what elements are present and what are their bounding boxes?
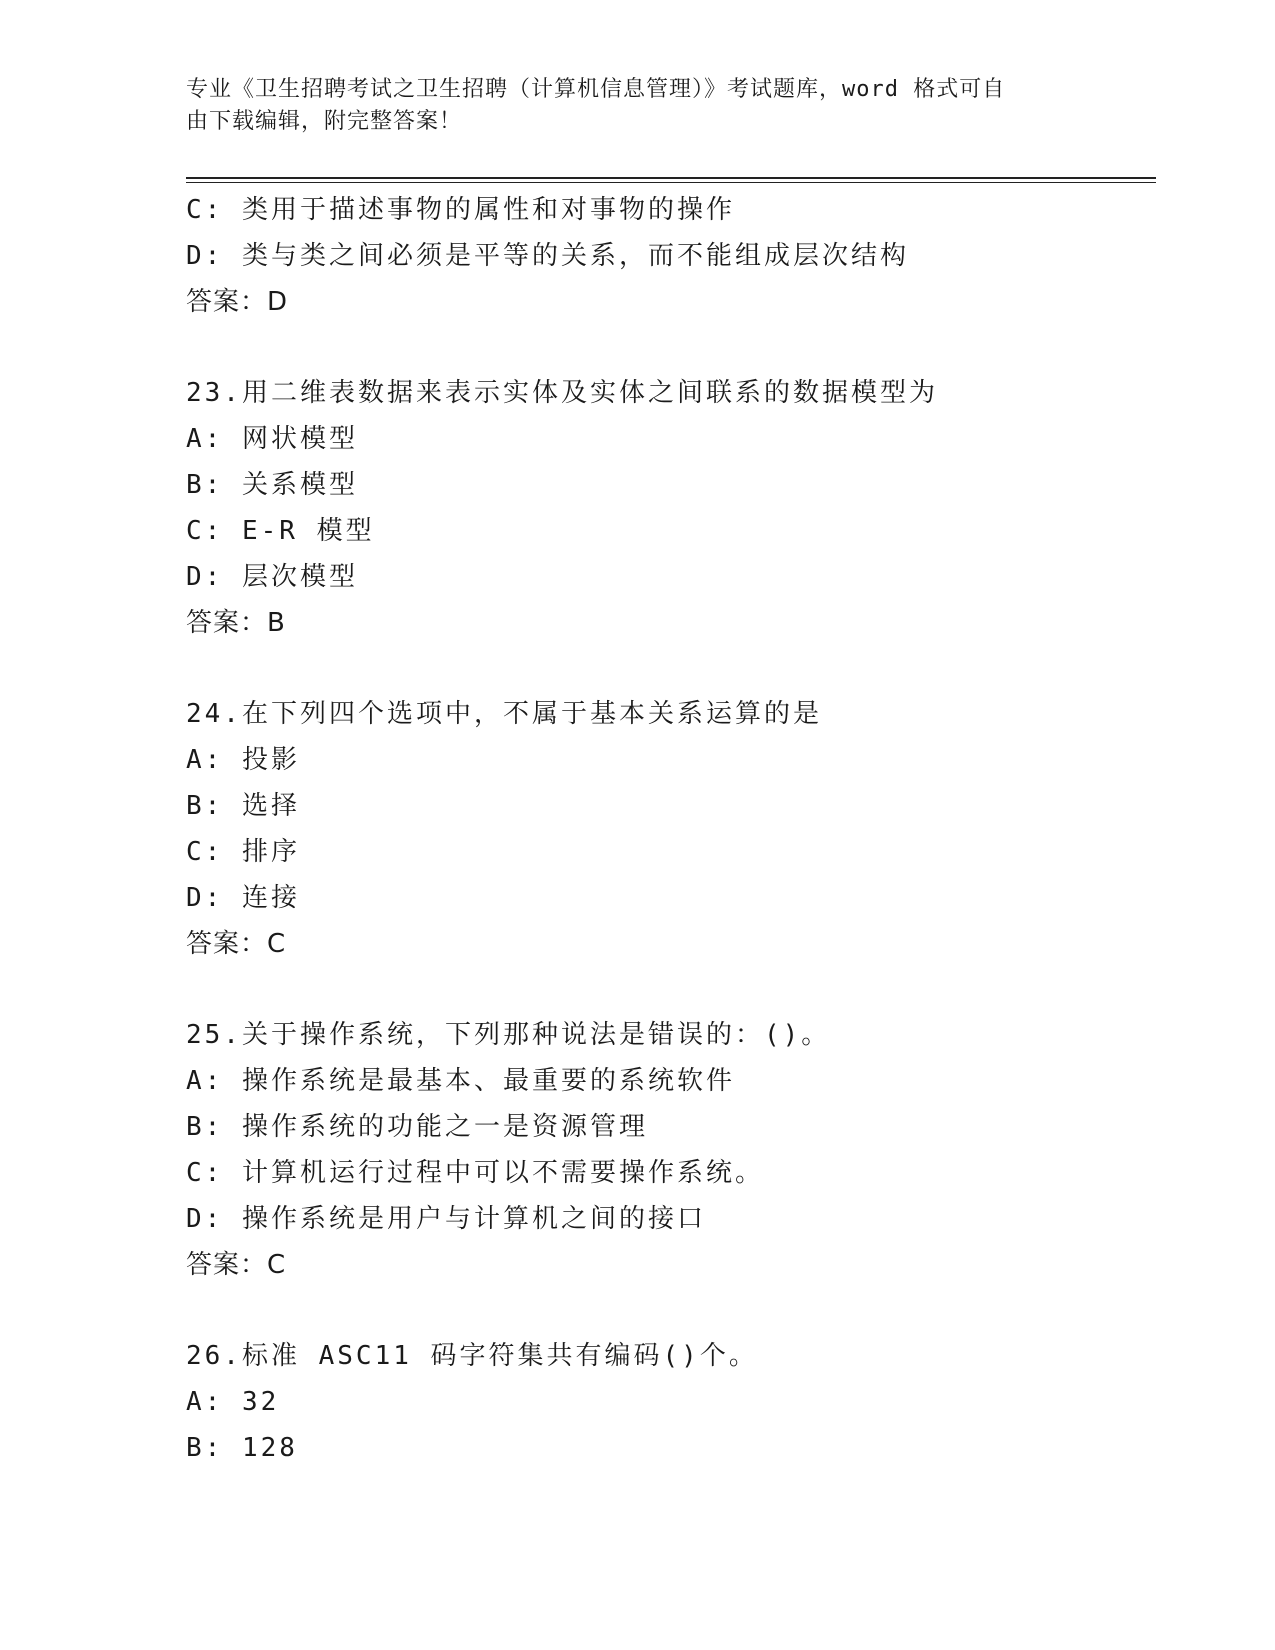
option-d: D: 层次模型 (186, 562, 358, 592)
answer-label: 答案：C (186, 1250, 287, 1280)
header-divider-thin (186, 182, 1156, 183)
option-c: C: E-R 模型 (186, 516, 375, 546)
option-d: D: 操作系统是用户与计算机之间的接口 (186, 1204, 706, 1234)
question-block-23 (186, 370, 1156, 646)
spacer (186, 1288, 1156, 1333)
option-b: B: 操作系统的功能之一是资源管理 (186, 1112, 648, 1142)
option-c: C: 类用于描述事物的属性和对事物的操作 (186, 195, 735, 225)
option-b: B: 选择 (186, 791, 300, 821)
answer-label: 答案：B (186, 608, 286, 638)
question-stem: 24.在下列四个选项中，不属于基本关系运算的是 (186, 699, 822, 729)
question-stem: 26.标准 ASC11 码字符集共有编码()个。 (186, 1341, 758, 1371)
option-a: A: 网状模型 (186, 424, 358, 454)
header-divider-thick (186, 177, 1156, 179)
question-stem: 25.关于操作系统，下列那种说法是错误的：()。 (186, 1020, 831, 1050)
option-c: C: 排序 (186, 837, 300, 867)
question-block-26 (186, 1333, 1156, 1471)
option-d: D: 连接 (186, 883, 300, 913)
question-block-24 (186, 691, 1156, 967)
header-line-1: 专业《卫生招聘考试之卫生招聘（计算机信息管理）》考试题库，word 格式可自 (186, 77, 1006, 102)
option-a: A: 32 (186, 1387, 280, 1417)
spacer (186, 325, 1156, 370)
option-c: C: 计算机运行过程中可以不需要操作系统。 (186, 1158, 764, 1188)
spacer (186, 967, 1156, 1012)
option-b: B: 关系模型 (186, 470, 358, 500)
option-d: D: 类与类之间必须是平等的关系，而不能组成层次结构 (186, 241, 909, 271)
option-a: A: 投影 (186, 745, 300, 775)
spacer (186, 646, 1156, 691)
question-stem: 23.用二维表数据来表示实体及实体之间联系的数据模型为 (186, 378, 938, 408)
question-list (186, 187, 1156, 1471)
header-line-2: 由下载编辑，附完整答案！ (186, 109, 463, 134)
question-block-25 (186, 1012, 1156, 1288)
document-header (186, 74, 1086, 138)
option-a: A: 操作系统是最基本、最重要的系统软件 (186, 1066, 735, 1096)
answer-label: 答案：C (186, 929, 287, 959)
option-b: B: 128 (186, 1433, 298, 1463)
answer-label: 答案：D (186, 287, 289, 317)
question-block-22 (186, 187, 1156, 325)
